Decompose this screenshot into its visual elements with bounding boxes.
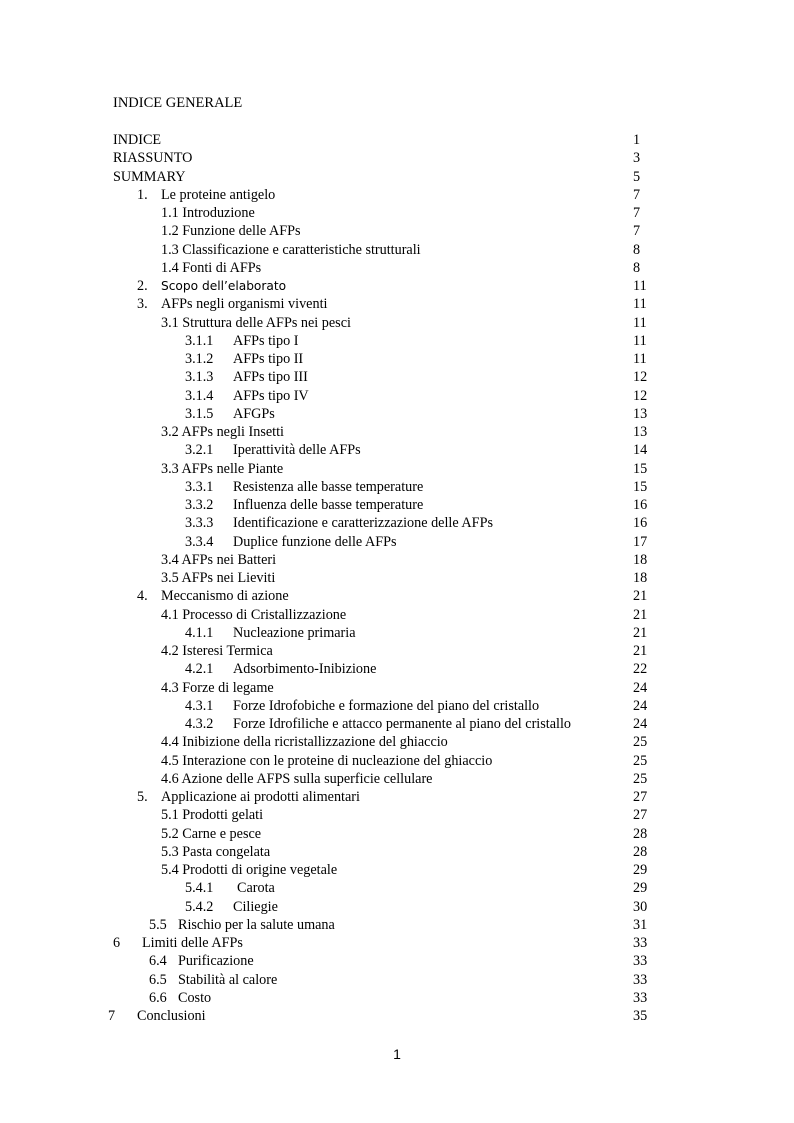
- toc-label: Resistenza alle basse temperature: [233, 478, 424, 495]
- toc-entry-section: [0, 606, 794, 624]
- toc-number: 3.1.2: [185, 351, 214, 367]
- toc-entry-subsection: [0, 533, 794, 551]
- toc-number: 1.: [137, 186, 148, 203]
- toc-entry-chapter-7: [0, 1007, 794, 1025]
- toc-entry-chapter-3: [0, 295, 794, 313]
- toc-entry-section: [0, 460, 794, 478]
- toc-page: 15: [633, 460, 648, 477]
- toc-page: 7: [633, 223, 641, 240]
- toc-page: 13: [633, 424, 648, 440]
- toc-label: 3.1 Struttura delle AFPs nei pesci: [161, 314, 351, 331]
- toc-label: Carota: [237, 880, 275, 897]
- toc-page: 13: [633, 405, 648, 422]
- toc-number: 3.3.1: [185, 478, 214, 495]
- toc-entry-chapter-4: [0, 587, 794, 605]
- toc-entry-section: [0, 423, 794, 441]
- toc-entry-section: [0, 971, 794, 989]
- toc-entry-section: [0, 825, 794, 843]
- toc-entry-section: [0, 752, 794, 770]
- toc-number: 4.: [137, 588, 148, 605]
- toc-page: 12: [633, 369, 648, 386]
- toc-entry-section: [0, 569, 794, 587]
- toc-number: 5.4.2: [185, 898, 214, 915]
- toc-page: 3: [633, 150, 641, 167]
- toc-page: 28: [633, 843, 648, 860]
- toc-entry-subsection: [0, 387, 794, 405]
- toc-number: 6: [113, 935, 121, 951]
- toc-label: Duplice funzione delle AFPs: [233, 533, 397, 550]
- toc-entry-subsection: [0, 496, 794, 514]
- toc-number: 3.2.1: [185, 442, 214, 459]
- toc-number: 3.3.2: [185, 497, 214, 513]
- toc-label: 3.2 AFPs negli Insetti: [161, 424, 284, 440]
- toc-entry-section: [0, 204, 794, 222]
- toc-label: Meccanismo di azione: [161, 588, 289, 605]
- page-number: 1: [393, 1046, 401, 1062]
- toc-page: 11: [633, 296, 647, 313]
- toc-page: 27: [633, 807, 648, 824]
- toc-number: 3.: [137, 296, 148, 313]
- toc-entry-section: [0, 989, 794, 1007]
- toc-label: Costo: [178, 989, 212, 1006]
- toc-entry-section: [0, 806, 794, 824]
- toc-label: Scopo dell’elaborato: [161, 279, 287, 293]
- toc-label: 3.5 AFPs nei Lieviti: [161, 570, 276, 586]
- toc-entry-section: [0, 861, 794, 879]
- toc-label: 4.4 Inibizione della ricristallizzazione del ghiaccio: [161, 734, 448, 751]
- toc-number: 3.1.3: [185, 369, 214, 386]
- toc-entry-subsection: [0, 660, 794, 678]
- toc-label: 3.4 AFPs nei Batteri: [161, 551, 277, 568]
- toc-label: AFPs tipo II: [233, 351, 304, 367]
- table-of-contents: [0, 131, 794, 1025]
- toc-entry-section: [0, 770, 794, 788]
- toc-entry-subsection: [0, 879, 794, 897]
- toc-entry-section: [0, 642, 794, 660]
- toc-entry-subsection: [0, 514, 794, 532]
- toc-page: 24: [633, 716, 648, 732]
- toc-label: Forze Idrofiliche e attacco permanente al piano del cristallo: [233, 716, 571, 732]
- toc-number: 2.: [137, 278, 148, 294]
- toc-label: Forze Idrofobiche e formazione del piano del cristallo: [233, 697, 540, 714]
- toc-entry-section: [0, 314, 794, 332]
- toc-number: 6.5: [149, 971, 167, 988]
- toc-label: Adsorbimento-Inibizione: [233, 661, 377, 678]
- toc-label: 1.1 Introduzione: [161, 205, 255, 221]
- toc-entry-section: [0, 916, 794, 934]
- toc-number: 3.3.4: [185, 533, 214, 550]
- toc-entry-indice: [0, 131, 794, 149]
- toc-page: 16: [633, 515, 648, 532]
- toc-number: 4.2.1: [185, 661, 214, 678]
- toc-entry-subsection: [0, 405, 794, 423]
- toc-page: 28: [633, 825, 648, 842]
- toc-label: SUMMARY: [113, 168, 186, 185]
- toc-page: 22: [633, 661, 648, 678]
- toc-page: 7: [633, 205, 641, 221]
- toc-label: 5.2 Carne e pesce: [161, 825, 262, 842]
- toc-page: 29: [633, 880, 648, 897]
- toc-entry-section: [0, 259, 794, 277]
- toc-page: 33: [633, 971, 648, 988]
- toc-entry-subsection: [0, 624, 794, 642]
- toc-page: 1: [633, 132, 641, 148]
- toc-number: 4.3.1: [185, 697, 214, 714]
- toc-page: 27: [633, 789, 648, 805]
- toc-page: 33: [633, 953, 648, 970]
- toc-number: 3.1.4: [185, 387, 214, 404]
- toc-page: 14: [633, 442, 648, 459]
- toc-entry-chapter-5: [0, 788, 794, 806]
- toc-page: 18: [633, 551, 648, 568]
- toc-label: Applicazione ai prodotti alimentari: [161, 789, 360, 805]
- toc-page: 15: [633, 478, 648, 495]
- toc-page: 25: [633, 770, 648, 787]
- toc-entry-chapter-6: [0, 934, 794, 952]
- toc-label: AFPs tipo I: [233, 332, 299, 349]
- toc-entry-section: [0, 551, 794, 569]
- toc-number: 5.4.1: [185, 880, 214, 897]
- toc-label: Ciliegie: [233, 898, 278, 915]
- toc-label: INDICE: [113, 132, 162, 148]
- toc-number: 5.5: [149, 916, 167, 933]
- toc-page: 21: [633, 643, 648, 659]
- toc-label: RIASSUNTO: [113, 150, 193, 167]
- toc-page: 25: [633, 752, 648, 769]
- toc-label: Nucleazione primaria: [233, 624, 356, 641]
- toc-page: 21: [633, 588, 648, 605]
- toc-page: 33: [633, 989, 648, 1006]
- toc-entry-subsection: [0, 898, 794, 916]
- toc-entry-subsection: [0, 697, 794, 715]
- toc-entry-summary: [0, 168, 794, 186]
- toc-label: Purificazione: [178, 953, 254, 970]
- toc-label: 5.3 Pasta congelata: [161, 843, 271, 860]
- toc-entry-section: [0, 733, 794, 751]
- toc-entry-subsection: [0, 368, 794, 386]
- toc-label: Limiti delle AFPs: [142, 935, 243, 951]
- toc-number: 5.: [137, 789, 148, 805]
- toc-page: 21: [633, 606, 648, 623]
- toc-page: 24: [633, 697, 648, 714]
- toc-label: 4.3 Forze di legame: [161, 679, 274, 696]
- toc-label: Iperattività delle AFPs: [233, 442, 361, 459]
- toc-entry-chapter-2: [0, 277, 794, 295]
- toc-page: 25: [633, 734, 648, 751]
- toc-number: 3.1.1: [185, 332, 214, 349]
- toc-page: 8: [633, 241, 641, 258]
- toc-number: 3.3.3: [185, 515, 214, 532]
- toc-page: 12: [633, 387, 648, 404]
- toc-label: Stabilità al calore: [178, 971, 278, 988]
- toc-label: 1.4 Fonti di AFPs: [161, 259, 262, 276]
- toc-page: 35: [633, 1008, 648, 1024]
- toc-number: 7: [108, 1008, 116, 1024]
- toc-page: 24: [633, 679, 648, 696]
- toc-entry-subsection: [0, 350, 794, 368]
- toc-page: 30: [633, 898, 648, 915]
- toc-page: 7: [633, 186, 641, 203]
- toc-entry-subsection: [0, 441, 794, 459]
- toc-label: 1.3 Classificazione e caratteristiche strutturali: [161, 241, 421, 258]
- toc-number: 6.4: [149, 953, 167, 970]
- toc-label: 4.1 Processo di Cristallizzazione: [161, 606, 347, 623]
- toc-number: 4.1.1: [185, 624, 214, 641]
- toc-page: 5: [633, 168, 641, 185]
- toc-page: 11: [633, 314, 647, 331]
- toc-entry-chapter-1: [0, 186, 794, 204]
- toc-entry-section: [0, 679, 794, 697]
- toc-page: 11: [633, 351, 647, 367]
- toc-page: 8: [633, 259, 641, 276]
- toc-entry-subsection: [0, 332, 794, 350]
- toc-entry-section: [0, 952, 794, 970]
- toc-entry-section: [0, 843, 794, 861]
- toc-page: 18: [633, 570, 648, 586]
- toc-number: 4.3.2: [185, 716, 214, 732]
- page-title: INDICE GENERALE: [113, 95, 243, 111]
- toc-page: 31: [633, 916, 648, 933]
- toc-label: 4.6 Azione delle AFPS sulla superficie cellulare: [161, 770, 433, 787]
- toc-label: AFPs negli organismi viventi: [161, 296, 328, 313]
- toc-entry-section: [0, 241, 794, 259]
- toc-page: 29: [633, 862, 648, 878]
- toc-label: AFGPs: [233, 405, 275, 422]
- toc-entry-subsection: [0, 478, 794, 496]
- toc-label: 4.5 Interazione con le proteine di nucleazione del ghiaccio: [161, 752, 493, 769]
- toc-label: 5.1 Prodotti gelati: [161, 807, 264, 824]
- toc-label: Le proteine antigelo: [161, 186, 276, 203]
- toc-page: 33: [633, 935, 648, 951]
- toc-page: 21: [633, 624, 648, 641]
- toc-page: 16: [633, 497, 648, 513]
- toc-label: 1.2 Funzione delle AFPs: [161, 223, 301, 240]
- toc-label: Identificazione e caratterizzazione delle AFPs: [233, 515, 493, 532]
- toc-label: AFPs tipo IV: [233, 387, 309, 404]
- toc-label: 5.4 Prodotti di origine vegetale: [161, 862, 338, 878]
- toc-label: 3.3 AFPs nelle Piante: [161, 460, 284, 477]
- toc-label: AFPs tipo III: [233, 369, 308, 386]
- toc-label: 4.2 Isteresi Termica: [161, 643, 273, 659]
- toc-label: Rischio per la salute umana: [178, 916, 335, 933]
- toc-number: 3.1.5: [185, 405, 214, 422]
- toc-entry-riassunto: [0, 149, 794, 167]
- toc-label: Conclusioni: [137, 1008, 206, 1024]
- toc-page: 11: [633, 332, 647, 349]
- toc-page: 17: [633, 533, 648, 550]
- toc-entry-section: [0, 222, 794, 240]
- toc-page: 11: [633, 278, 647, 294]
- toc-label: Influenza delle basse temperature: [233, 497, 424, 513]
- toc-entry-subsection: [0, 715, 794, 733]
- toc-number: 6.6: [149, 989, 167, 1006]
